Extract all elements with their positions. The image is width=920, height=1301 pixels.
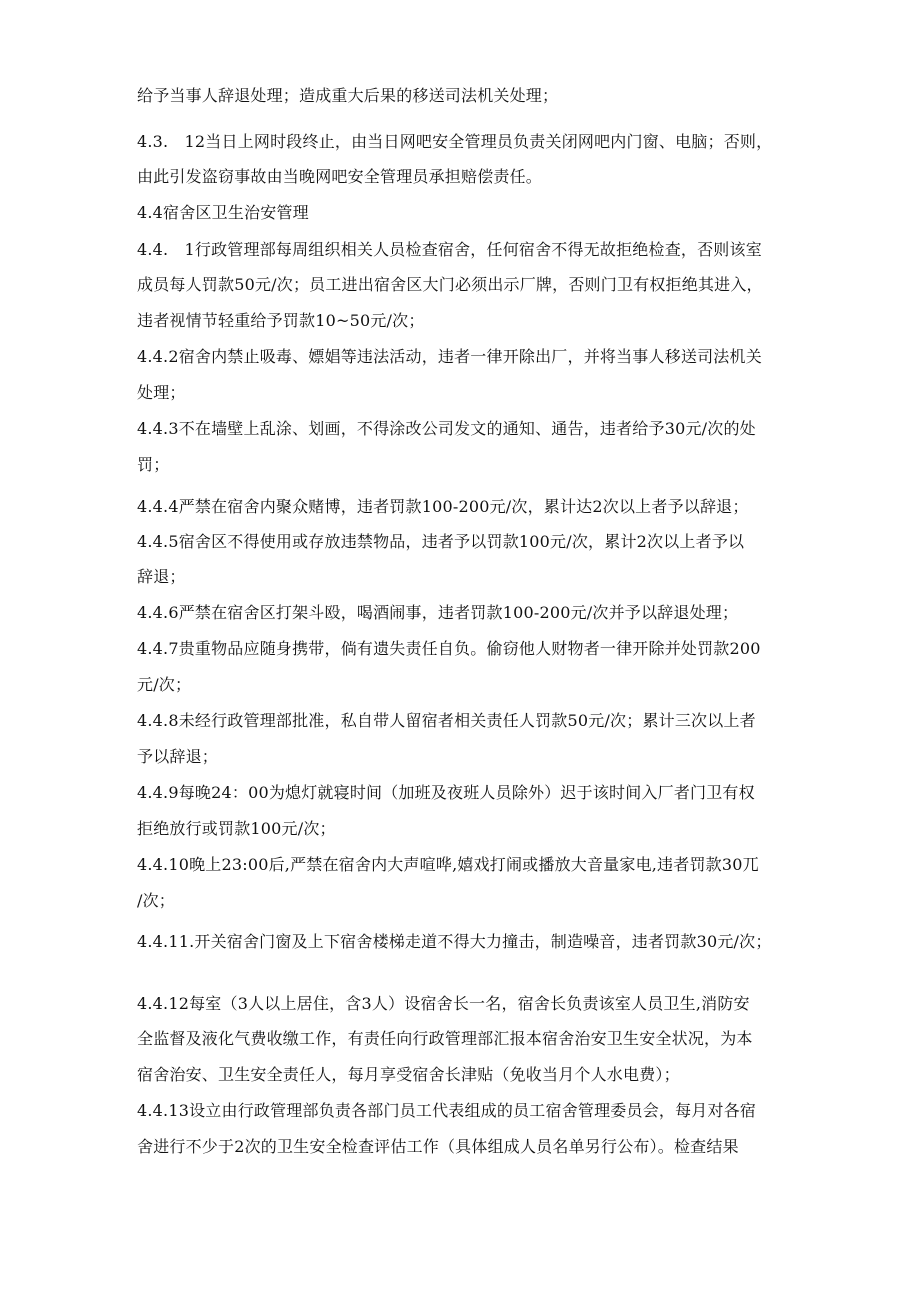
text-line: /次； (137, 891, 175, 910)
text-line: 4.4.13设立由行政管理部负责各部门员工代表组成的员工宿舍管理委员会，每月对各宿 (137, 1101, 757, 1120)
text-line: 4.4.11.开关宿舍门窗及上下宿舍楼梯走道不得大力撞击，制造噪音，违者罚款30元/次； (137, 932, 772, 951)
text-line: 4.4.3不在墙壁上乱涂、划画，不得涂改公司发文的通知、通告，违者给予30元/次的处 (137, 419, 756, 438)
text-line: 宿舍治安、卫生安全责任人，每月享受宿舍长津贴（免收当月个人水电费）； (137, 1065, 680, 1084)
text-line: 舍进行不少于2次的卫生安全检查评估工作（具体组成人员名单另行公布）。检查结果 (137, 1137, 739, 1156)
text-line: 成员每人罚款50元/次；员工进出宿舍区大门必须出示厂牌，否则门卫有权拒绝其进入， (137, 275, 763, 294)
text-line: 4.4.9每晚24：00为熄灯就寝时间（加班及夜班人员除外）迟于该时间入厂者门卫有权 (137, 783, 755, 802)
text-line: 4.4.4严禁在宿舍内聚众赌博，违者罚款100-200元/次，累计达2次以上者予以辞退； (137, 497, 749, 516)
text-line: 4.4.2宿舍内禁止吸毒、嫖娼等违法活动，违者一律开除出厂，并将当事人移送司法机关 (137, 347, 762, 366)
text-line: 处理； (137, 383, 186, 402)
text-line: 4.4. 1行政管理部每周组织相关人员检查宿舍，任何宿舍不得无故拒绝检查，否则该室 (137, 240, 762, 259)
text-line: 予以辞退； (137, 747, 219, 766)
text-line: 拒绝放行或罚款100元/次； (137, 819, 336, 838)
text-line: 由此引发盗窃事故由当晚网吧安全管理员承担赔偿责任。 (137, 167, 543, 186)
text-line: 4.3. 12当日上网时段终止，由当日网吧安全管理员负责关闭网吧内门窗、电脑；否则， (137, 132, 773, 151)
text-line: 给予当事人辞退处理；造成重大后果的移送司法机关处理； (137, 86, 559, 105)
text-line: 全监督及液化气费收缴工作，有责任向行政管理部汇报本宿舍治安卫生安全状况，为本 (137, 1029, 753, 1048)
text-line: 4.4.5宿舍区不得使用或存放违禁物品，违者予以罚款100元/次，累计2次以上者予以 (137, 532, 745, 551)
text-line: 4.4.7贵重物品应随身携带，倘有遗失责任自负。偷窃他人财物者一律开除并处罚款200 (137, 639, 761, 658)
text-line: 4.4.10晚上23:00后,严禁在宿舍内大声喧哗,嬉戏打闹或播放大音量家电,违者罚款30兀 (137, 855, 759, 874)
text-line: 4.4.8未经行政管理部批准，私自带人留宿者相关责任人罚款50元/次；累计三次以上者 (137, 711, 756, 730)
text-line: 4.4.12每室（3人以上居住，含3人）设宿舍长一名，宿舍长负责该室人员卫生,消防安 (137, 994, 750, 1013)
text-line: 4.4.6严禁在宿舍区打架斗殴，喝酒闹事，违者罚款100-200元/次并予以辞退处理； (137, 603, 739, 622)
text-line: 辞退； (137, 567, 186, 586)
text-line: 罚； (137, 455, 170, 474)
section-heading: 4.4宿舍区卫生治安管理 (137, 203, 309, 222)
text-line: 违者视情节轻重给予罚款10~50元/次； (137, 311, 425, 330)
text-line: 元/次； (137, 675, 192, 694)
